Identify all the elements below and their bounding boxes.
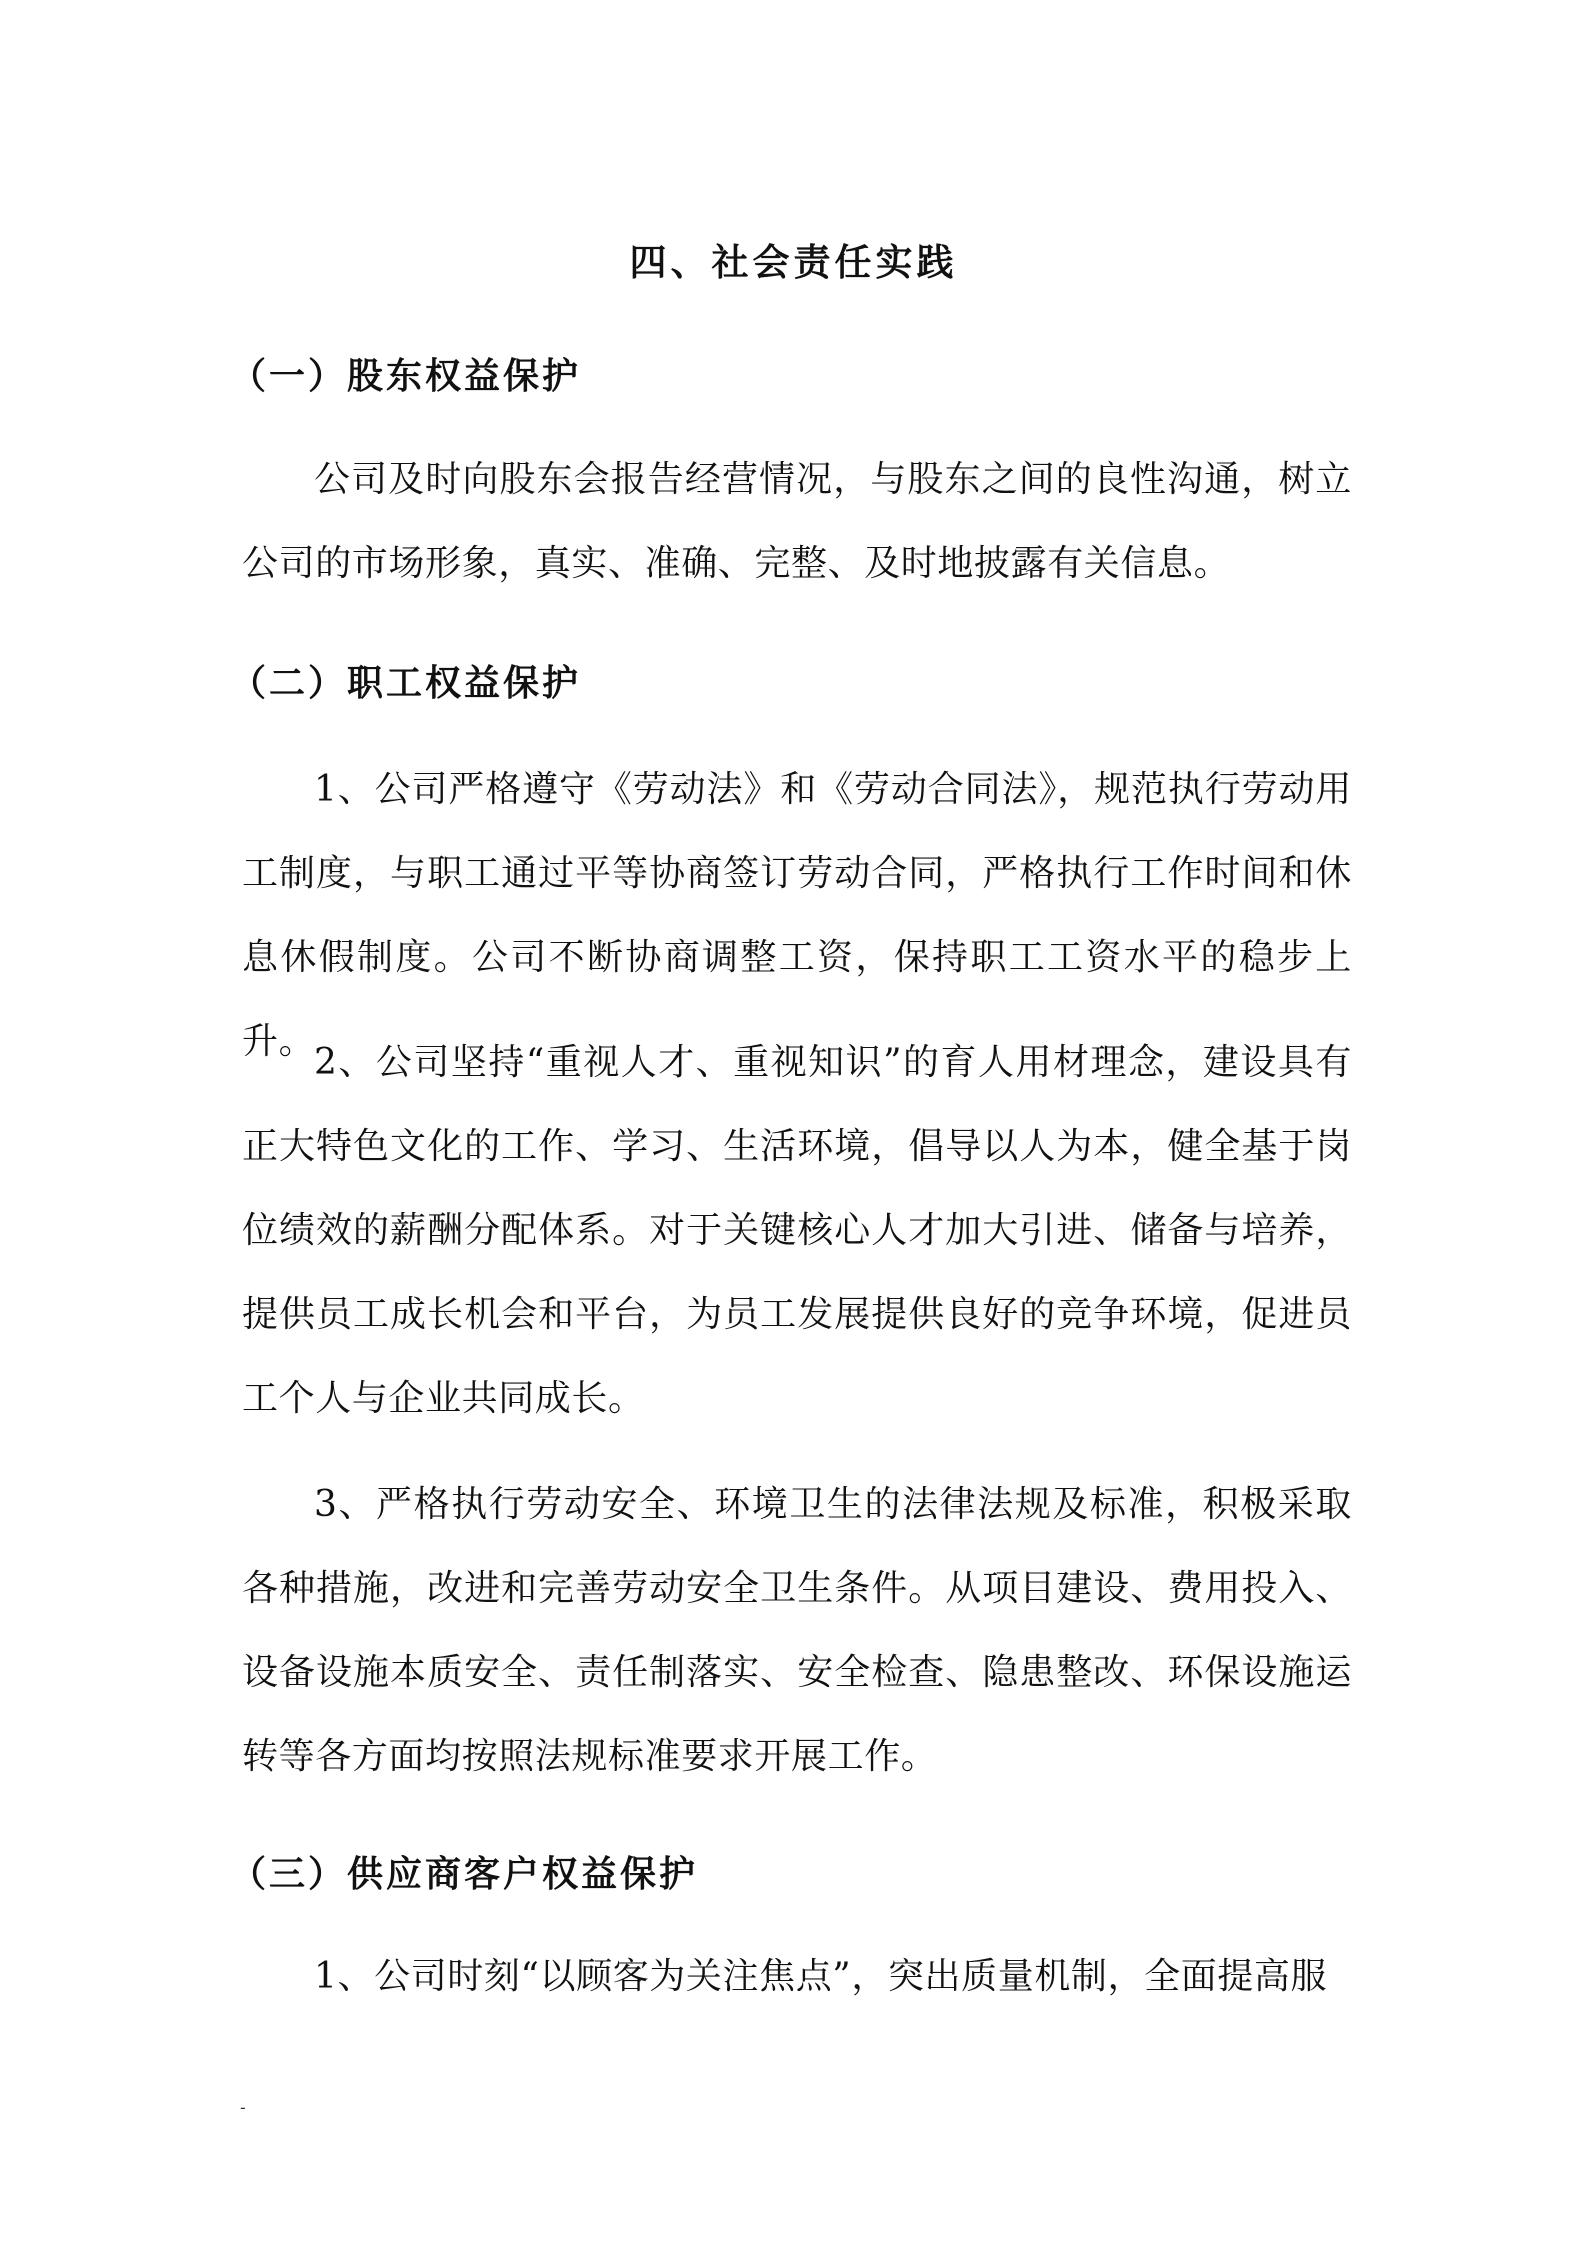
section-heading-shareholders: （一）股东权益保护	[230, 355, 582, 397]
footer-mark: -	[240, 2098, 246, 2117]
paragraph-shareholders: 公司及时向股东会报告经营情况，与股东之间的良性沟通，树立公司的市场形象，真实、准确、完整、及时地披露有关信息。	[242, 459, 1352, 584]
paragraph-employees-3: 3、严格执行劳动安全、环境卫生的法律法规及标准，积极采取各种措施，改进和完善劳动安全卫生条件。从项目建设、费用投入、设备设施本质安全、责任制落实、安全检查、隐患整改、环保设施运转等各方面均按照法规标准要求开展工作。	[242, 1484, 1352, 1777]
paragraph-employees-2: 2、公司坚持“重视人才、重视知识”的育人用材理念，建设具有正大特色文化的工作、学习、生活环境，倡导以人为本，健全基于岗位绩效的薪酬分配体系。对于关键核心人才加大引进、储备与培养，提供员工成长机会和平台，为员工发展提供良好的竞争环境，促进员工个人与企业共同成长。	[242, 1042, 1352, 1419]
section-heading-employees: （二）职工权益保护	[230, 662, 582, 704]
page-title: 四、社会责任实践	[629, 240, 958, 284]
section-heading-suppliers: （三）供应商客户权益保护	[230, 1853, 699, 1895]
paragraph-suppliers-1: 1、公司时刻“以顾客为关注焦点”，突出质量机制，全面提高服	[314, 1956, 1328, 1997]
paragraph-employees-1: 1、公司严格遵守《劳动法》和《劳动合同法》，规范执行劳动用工制度，与职工通过平等协商签订劳动合同，严格执行工作时间和休息休假制度。公司不断协商调整工资，保持职工工资水平的稳步上升。	[242, 769, 1352, 1062]
